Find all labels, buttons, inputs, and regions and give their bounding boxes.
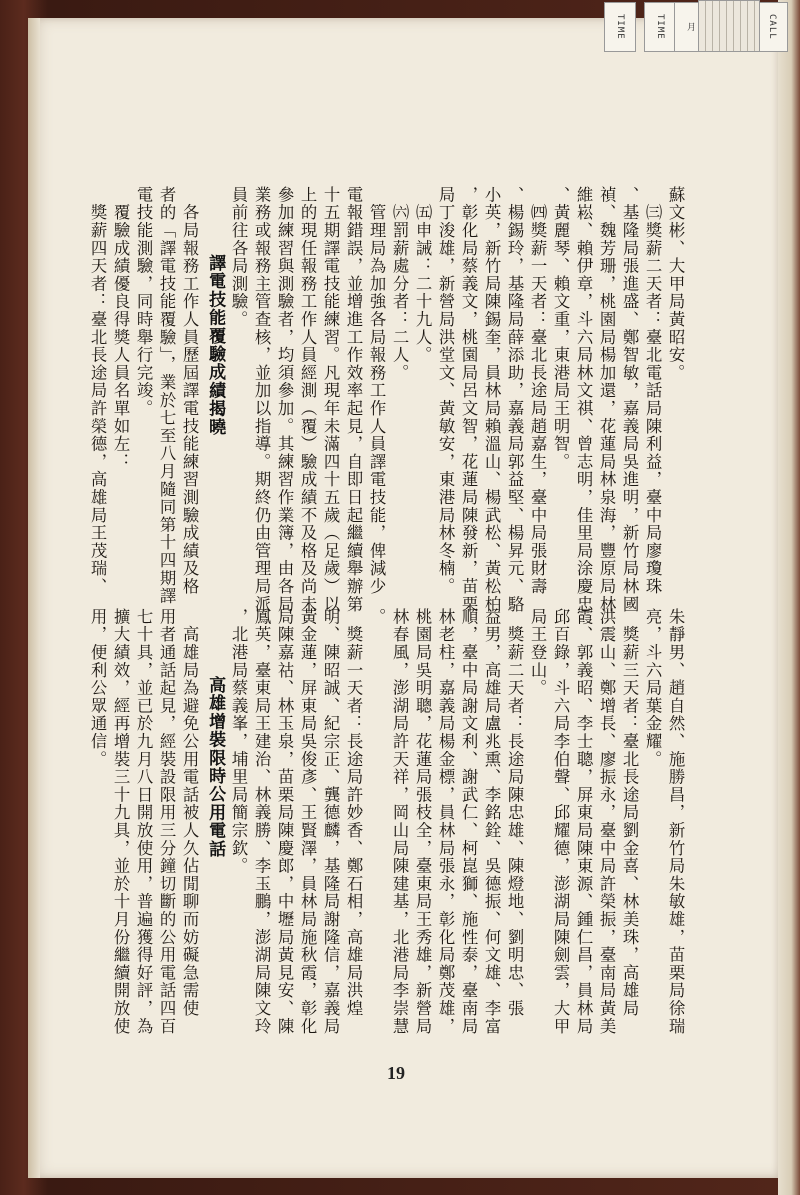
page-number: 19 (387, 1063, 405, 1083)
text-column: 管理局為加強各局報務工作人員譯電技能，俾減少 (367, 186, 387, 596)
text-column: 各局報務工作人員歷屆譯電技能練習測驗成績及格 (180, 186, 200, 596)
text-column: 、黃麗琴、賴文重，東港局王明智。 (551, 186, 571, 471)
text-column: ㈢獎薪二天者：臺北電話局陳利益，臺中局廖瓊珠 (643, 186, 663, 596)
text-column: 業務或報務主管查核，並加以指導。期終仍由管理局派 (252, 186, 272, 614)
text-column: 七十具，並已於九月八日開放使用，普遍獲得好評，為 (134, 608, 154, 1036)
text-column: 、楊錫玲，基隆局薛添助，嘉義局郭益堅、楊昇元、駱 (505, 186, 525, 614)
text-column: 、基隆局張進盛、鄭智敏，嘉義局吳進明，新竹局林國 (620, 186, 640, 614)
text-column: 蘇文彬、大甲局黃昭安。 (666, 186, 686, 382)
index-tab: CALL (756, 2, 788, 52)
section-heading: 譯電技能覆驗成績揭曉 (205, 254, 226, 436)
section-heading: 高雄增裝限時公用電話 (205, 676, 226, 858)
text-column: 獎薪一天者：長途局許妙香、鄭石相，高雄局洪煌 (344, 608, 364, 1018)
text-column: 電報錯誤，並增進工作效率起見，自即日起繼續舉辦第 (344, 186, 364, 614)
text-column: 鳳英，臺東局王建治、林義勝、李玉鵬，澎湖局陳文玲 (252, 608, 272, 1036)
text-column: 高雄局為避免公用電話被人久佔閒聊而妨礙急需使 (180, 608, 200, 1018)
text-column: 。 (367, 608, 387, 626)
index-tab: 月 (674, 2, 706, 52)
text-column: 維崧、賴伊章，斗六局林文祺、曾志明，佳里局涂慶忠 (574, 186, 594, 614)
text-column: 霞、郭義昭、李士聰，屏東局陳東源、鍾仁昌，員林局 (574, 608, 594, 1036)
text-column: 局王登山。 (528, 608, 548, 697)
text-column: 洪震山、鄭增長、廖振永，臺中局許榮振，臺南局黃美 (597, 608, 617, 1036)
text-column: 亮，斗六局葉金耀。 (643, 608, 663, 769)
text-column: 益男，高雄局盧兆熏、李銘銓、吳德振、何文雄、李富 (482, 608, 502, 1036)
text-column: ，北港局蔡義峯，埔里局簡宗欽。 (229, 608, 249, 875)
text-column: 林春風，澎湖局許天祥，岡山局陳建基，北港局李崇慧 (390, 608, 410, 1036)
text-column: 用者通話起見，經裝設限用三分鐘切斷的公用電話四百 (157, 608, 177, 1036)
ruled-card (698, 0, 760, 52)
text-column: 林老柱，嘉義局楊金標，員林局張永，彰化局鄭茂雄， (436, 608, 456, 1036)
text-column: 員前往各局測驗。 (229, 186, 249, 329)
page-edge (778, 0, 800, 1195)
text-column: 覆驗成績優良得獎人員名單如左： (111, 186, 131, 471)
text-column: 獎薪二天者：長途局陳忠雄、陳燈地、劉明忠、張 (505, 608, 525, 1018)
text-column: 桃園局吳明聰，花蓮局張枝全，臺東局王秀雄，新營局 (413, 608, 433, 1036)
text-column: 局陳嘉祜、林玉泉，苗栗局陳慶郎，中壢局黃見安、陳 (275, 608, 295, 1036)
text-column: 小英，新竹局陳錫奎，員林局賴溫山、楊武松、黃松柏 (482, 186, 502, 614)
text-column: 黃金蓮，屏東局吳俊彥、王賢澤，員林局施秋霞，彰化 (298, 608, 318, 1036)
text-column: 十五期譯電技能練習。凡現年未滿四十五歲（足歲）以 (321, 186, 341, 614)
text-column: 朱靜男、趙自然、施勝昌，新竹局朱敏雄，苗栗局徐瑞 (666, 608, 686, 1036)
text-column: 局丁浚雄，新營局洪堂文、黃敏安，東港局林冬楠。 (436, 186, 456, 596)
text-column: ㈣獎薪一天者：臺北長途局趙嘉生，臺中局張財壽 (528, 186, 548, 596)
index-tab: TIME (644, 2, 676, 52)
page-gutter (28, 18, 40, 1178)
text-column: 明、陳昭誠、紀宗正、龔德麟，基隆局謝隆信，嘉義局 (321, 608, 341, 1036)
text-column: 參加練習與測驗者，均須參加。其練習作業簿，由各局 (275, 186, 295, 614)
text-column: ，彰化局蔡義文，桃園局呂文智，花蓮局陳發新，苗栗 (459, 186, 479, 614)
text-column: 上的現任報務工作人員經測（覆）驗成績不及格及尚未 (298, 186, 318, 614)
text-column: 擴大績效，經再增裝三十九具，並於十月份繼續開放使 (111, 608, 131, 1036)
text-column: 順，臺中局謝文利、謝武仁、柯崑獅、施性泰，臺南局 (459, 608, 479, 1036)
text-column: ㈤申誡：二十九人。 (413, 186, 433, 364)
text-column: ㈥罰薪處分者：二人。 (390, 186, 410, 382)
text-column: 邱百錄，斗六局李伯聲、邱耀德，澎湖局陳劍雲，大甲 (551, 608, 571, 1036)
text-column: 電技能測驗，同時舉行完竣。 (134, 186, 154, 418)
index-tab: TIME (604, 2, 636, 52)
text-column: 用，便利公眾通信。 (88, 608, 108, 769)
text-column: 獎薪四天者：臺北長途局許榮德，高雄局王茂瑞、 (88, 186, 108, 596)
text-column: 獎薪三天者：臺北長途局劉金喜、林美珠，高雄局 (620, 608, 640, 1018)
text-column: 禎、魏芳珊，桃園局楊加還，花蓮局林泉海，豐原局林 (597, 186, 617, 614)
text-column: 者的「譯電技能覆驗」，業於七至八月隨同第十四期譯 (157, 186, 177, 605)
